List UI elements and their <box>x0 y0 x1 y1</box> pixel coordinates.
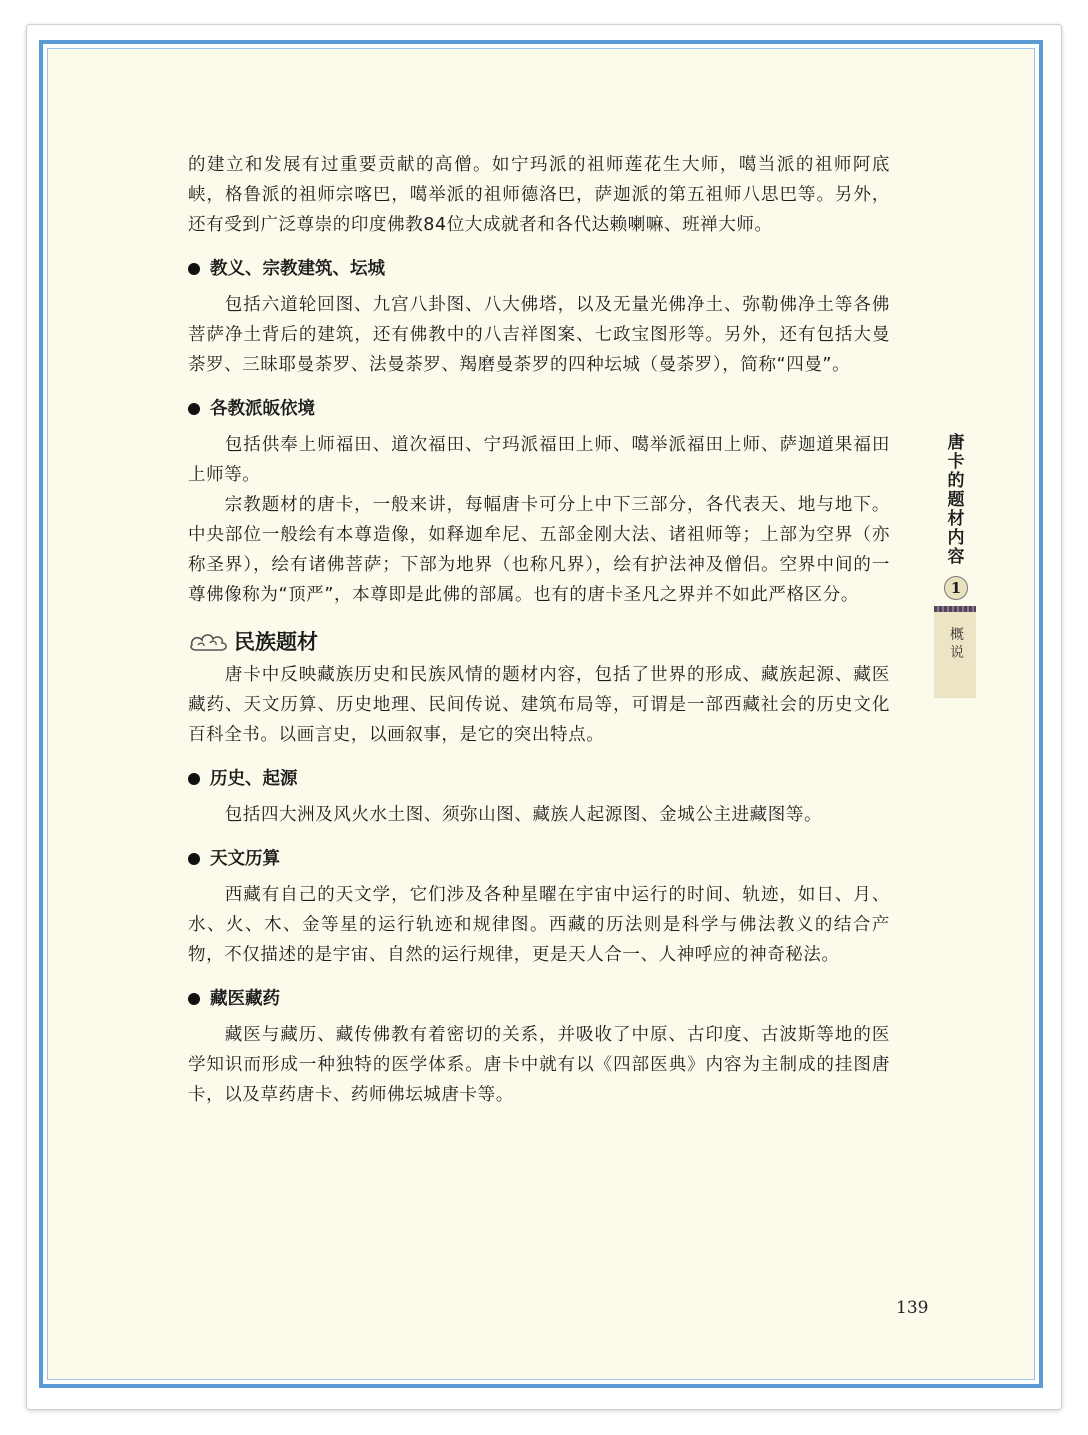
chapter-sidebar <box>934 430 976 700</box>
bullet-icon <box>188 773 200 785</box>
bullet-title: 藏医藏药 <box>210 989 280 1009</box>
bullet-title: 天文历算 <box>210 849 280 869</box>
bullet-heading-astronomy <box>188 844 890 874</box>
cloud-ornament-icon <box>188 631 230 653</box>
main-text <box>188 150 890 1110</box>
bullet-heading-refuge <box>188 394 890 424</box>
bullet-icon <box>188 403 200 415</box>
paragraph: 包括供奉上师福田、道次福田、宁玛派福田上师、噶举派福田上师、萨迦道果福田上师等。 <box>188 435 890 485</box>
bullet-heading-doctrine <box>188 254 890 284</box>
bullet-heading-medicine <box>188 984 890 1014</box>
bullet-icon <box>188 853 200 865</box>
section-heading-ethnic <box>188 626 890 658</box>
chapter-subtitle: 概 说 <box>950 627 964 661</box>
intro-paragraph: 的建立和发展有过重要贡献的高僧。如宁玛派的祖师莲花生大师，噶当派的祖师阿底峡，格鲁派的祖师宗喀巴，噶举派的祖师德洛巴，萨迦派的第五祖师八思巴等。另外，还有受到广泛尊崇的印度佛教84位大成就者和各代达赖喇嘛、班禅大师。 <box>188 155 890 235</box>
paragraph: 唐卡中反映藏族历史和民族风情的题材内容，包括了世界的形成、藏族起源、藏医藏药、天文历算、历史地理、民间传说、建筑布局等，可谓是一部西藏社会的历史文化百科全书。以画言史，以画叙事，是它的突出特点。 <box>188 665 890 745</box>
bullet-heading-history <box>188 764 890 794</box>
bullet-icon <box>188 993 200 1005</box>
decorative-stripe <box>934 606 976 612</box>
chapter-number-badge: 1 <box>944 576 968 600</box>
bullet-icon <box>188 263 200 275</box>
bullet-title: 教义、宗教建筑、坛城 <box>210 259 385 279</box>
bullet-title: 各教派皈依境 <box>210 399 315 419</box>
paragraph: 包括六道轮回图、九宫八卦图、八大佛塔，以及无量光佛净土、弥勒佛净土等各佛菩萨净土背后的建筑，还有佛教中的八吉祥图案、七政宝图形等。另外，还有包括大曼荼罗、三昧耶曼荼罗、法曼荼罗、羯磨曼荼罗的四种坛城（曼荼罗），简称“四曼”。 <box>188 295 890 375</box>
bullet-title: 历史、起源 <box>210 769 298 789</box>
section-title: 民族题材 <box>234 630 318 654</box>
paragraph: 包括四大洲及风火水土图、须弥山图、藏族人起源图、金城公主进藏图等。 <box>224 805 823 825</box>
paragraph: 藏医与藏历、藏传佛教有着密切的关系，并吸收了中原、古印度、古波斯等地的医学知识而形成一种独特的医学体系。唐卡中就有以《四部医典》内容为主制成的挂图唐卡，以及草药唐卡、药师佛坛城唐卡等。 <box>188 1025 890 1105</box>
page-number: 139 <box>896 1298 929 1318</box>
paragraph: 宗教题材的唐卡，一般来讲，每幅唐卡可分上中下三部分，各代表天、地与地下。中央部位一般绘有本尊造像，如释迦牟尼、五部金刚大法、诸祖师等；上部为空界（亦称圣界），绘有诸佛菩萨；下部为地界（也称凡界），绘有护法神及僧侣。空界中间的一尊佛像称为“顶严”，本尊即是此佛的部属。也有的唐卡圣凡之界并不如此严格区分。 <box>188 495 890 605</box>
paragraph: 西藏有自己的天文学，它们涉及各种星曜在宇宙中运行的时间、轨迹，如日、月、水、火、木、金等星的运行轨迹和规律图。西藏的历法则是科学与佛法教义的结合产物，不仅描述的是宇宙、自然的运行规律，更是天人合一、人神呼应的神奇秘法。 <box>188 885 890 965</box>
chapter-title: 唐 卡 的 题 材 内 容 <box>947 433 965 567</box>
